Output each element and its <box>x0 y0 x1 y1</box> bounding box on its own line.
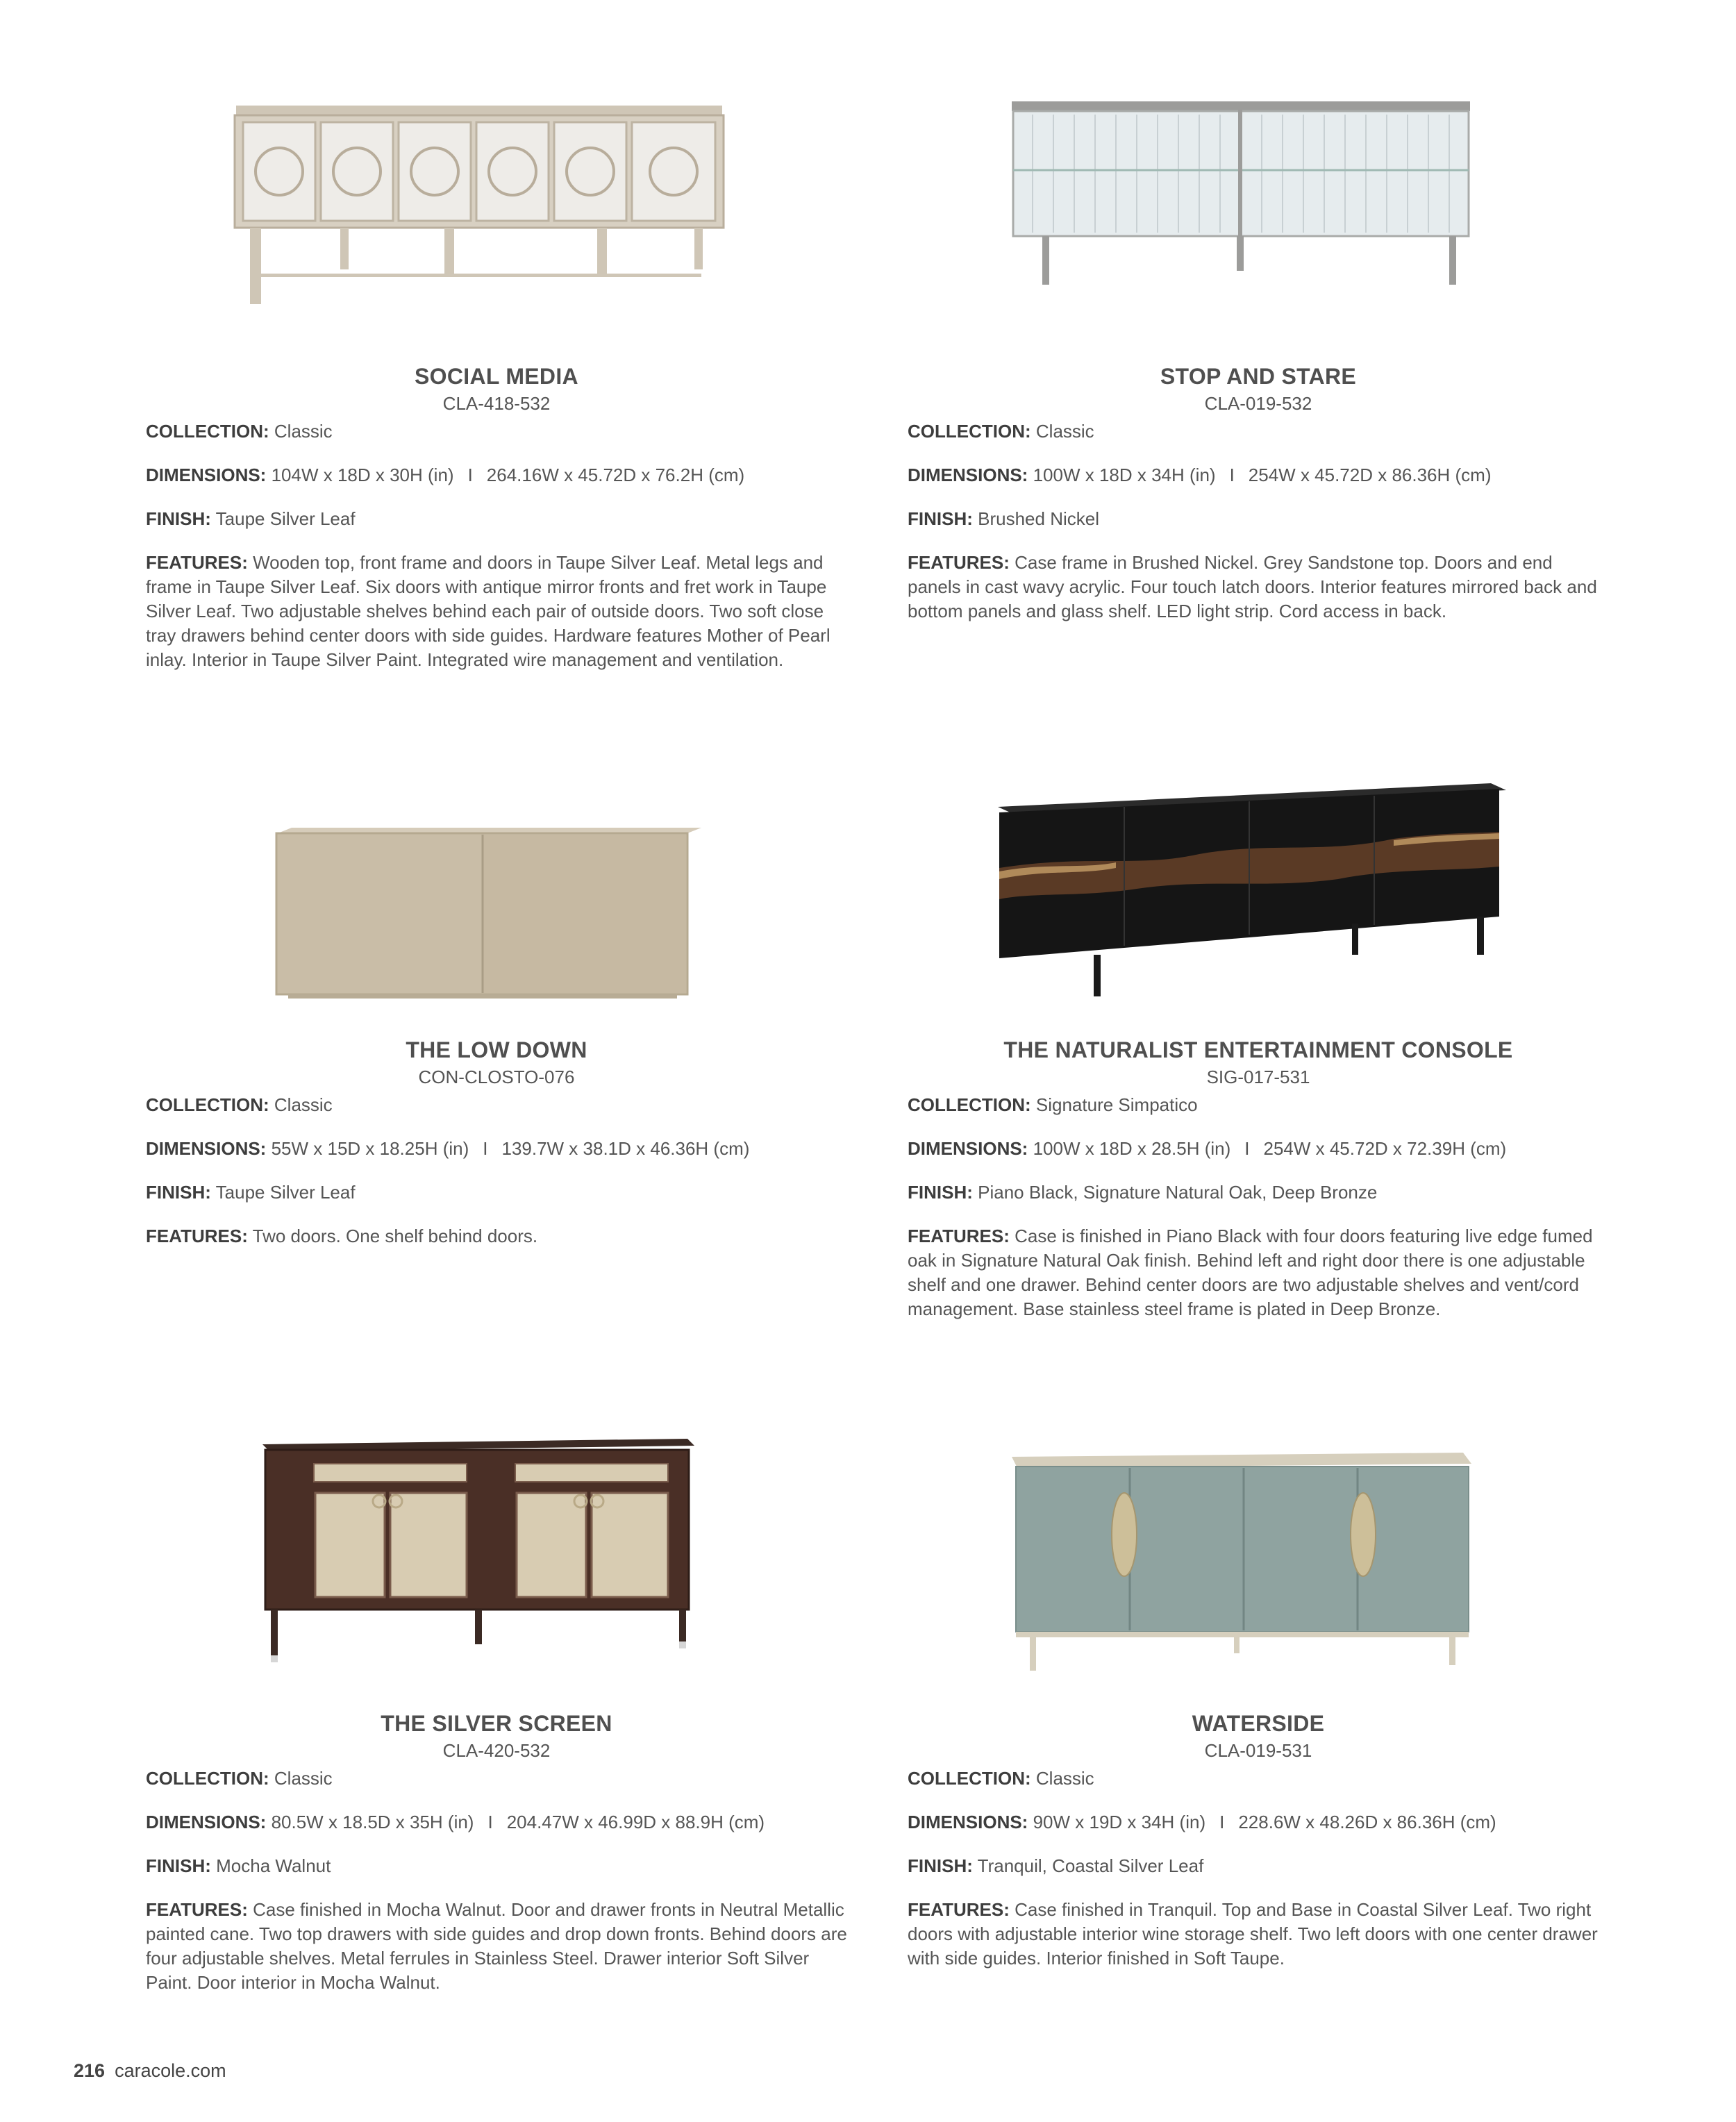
product-sku: CLA-019-532 <box>1204 393 1312 414</box>
spec-collection: COLLECTION: Classic <box>146 421 333 442</box>
product-image-the-naturalist <box>908 750 1609 1000</box>
product-title: STOP AND STARE <box>1160 364 1357 389</box>
spec-dimensions: DIMENSIONS: 80.5W x 18.5D x 35H (in) I 204.47W x 46.99D x 88.9H (cm) <box>146 1812 765 1832</box>
spec-features: FEATURES: Two doors. One shelf behind doors. <box>146 1226 538 1246</box>
product-title: SOCIAL MEDIA <box>415 364 578 389</box>
page-number: 216 <box>74 2060 106 2081</box>
spec-features: FEATURES: Case finished in Tranquil. Top and Base in Coastal Silver Leaf. Two right doors with adjustable interior wine storage shelf. Two left doors with one center drawer with side guides. Interior finished in Soft Taupe. <box>908 1899 1598 1969</box>
spec-dimensions: DIMENSIONS: 100W x 18D x 28.5H (in) I 254W x 45.72D x 72.39H (cm) <box>908 1138 1507 1159</box>
product-title: THE NATURALIST ENTERTAINMENT CONSOLE <box>1003 1037 1513 1062</box>
spec-features: FEATURES: Wooden top, front frame and doors in Taupe Silver Leaf. Metal legs and frame in Taupe Silver Leaf. Six doors with antique mirror fronts and fret work in Taupe Silver Leaf. Two adjustable shelves behind each pair of outside doors. Two soft close tray drawers behind center doors with side guides. Hardware features Mother of Pearl inlay. Interior in Taupe Silver Paint. Integrated wire management and ventilation. <box>146 552 831 670</box>
product-waterside <box>908 1423 1609 1971</box>
product-the-naturalist <box>908 750 1609 1321</box>
spec-finish: FINISH: Taupe Silver Leaf <box>146 508 356 529</box>
spec-features: FEATURES: Case finished in Mocha Walnut. Door and drawer fronts in Neutral Metallic painted cane. Two top drawers with side guides and drop down fronts. Behind doors are four adjustable shelves. Metal ferrules in Stainless Steel. Drawer interior Soft Silver Paint. Door interior in Mocha Walnut. <box>146 1899 847 1993</box>
product-the-silver-screen <box>146 1423 847 1995</box>
product-image-the-low-down <box>146 750 847 1000</box>
product-title: THE SILVER SCREEN <box>381 1711 612 1736</box>
spec-collection: COLLECTION: Classic <box>908 1768 1094 1789</box>
product-sku: CLA-420-532 <box>442 1740 551 1761</box>
spec-finish: FINISH: Piano Black, Signature Natural Oak, Deep Bronze <box>908 1182 1378 1203</box>
spec-finish: FINISH: Brushed Nickel <box>908 508 1099 529</box>
product-the-low-down <box>146 750 847 1248</box>
spec-finish: FINISH: Tranquil, Coastal Silver Leaf <box>908 1855 1204 1876</box>
spec-dimensions: DIMENSIONS: 100W x 18D x 34H (in) I 254W x 45.72D x 86.36H (cm) <box>908 465 1492 485</box>
spec-collection: COLLECTION: Signature Simpatico <box>908 1094 1198 1115</box>
product-sku: CLA-418-532 <box>442 393 551 414</box>
spec-collection: COLLECTION: Classic <box>146 1768 333 1789</box>
spec-collection: COLLECTION: Classic <box>908 421 1094 442</box>
spec-dimensions: DIMENSIONS: 55W x 15D x 18.25H (in) I 139.7W x 38.1D x 46.36H (cm) <box>146 1138 750 1159</box>
spec-features: FEATURES: Case is finished in Piano Black with four doors featuring live edge fumed oak in Signature Natural Oak finish. Behind left and right door there is one adjustable shelf and one drawer. Behind center doors are two adjustable shelves and vent/cord management. Base stainless steel frame is plated in Deep Bronze. <box>908 1226 1593 1319</box>
site-link[interactable]: caracole.com <box>115 2060 226 2081</box>
page-footer <box>74 2060 226 2082</box>
spec-collection: COLLECTION: Classic <box>146 1094 333 1115</box>
product-social-media <box>146 76 847 672</box>
spec-dimensions: DIMENSIONS: 104W x 18D x 30H (in) I 264.16W x 45.72D x 76.2H (cm) <box>146 465 745 485</box>
product-image-waterside <box>908 1423 1609 1673</box>
product-sku: SIG-017-531 <box>1206 1067 1310 1087</box>
product-stop-and-stare <box>908 76 1609 624</box>
spec-finish: FINISH: Mocha Walnut <box>146 1855 331 1876</box>
spec-features: FEATURES: Case frame in Brushed Nickel. Grey Sandstone top. Doors and end panels in cast wavy acrylic. Four touch latch doors. Interior features mirrored back and bottom panels and glass shelf. LED light strip. Cord access in back. <box>908 552 1597 621</box>
product-title: WATERSIDE <box>1192 1711 1325 1736</box>
product-image-the-silver-screen <box>146 1423 847 1673</box>
product-sku: CLA-019-531 <box>1204 1740 1312 1761</box>
product-title: THE LOW DOWN <box>406 1037 587 1062</box>
product-image-social-media <box>146 76 847 326</box>
spec-dimensions: DIMENSIONS: 90W x 19D x 34H (in) I 228.6W x 48.26D x 86.36H (cm) <box>908 1812 1496 1832</box>
spec-finish: FINISH: Taupe Silver Leaf <box>146 1182 356 1203</box>
product-sku: CON-CLOSTO-076 <box>418 1067 575 1087</box>
product-image-stop-and-stare <box>908 76 1609 326</box>
